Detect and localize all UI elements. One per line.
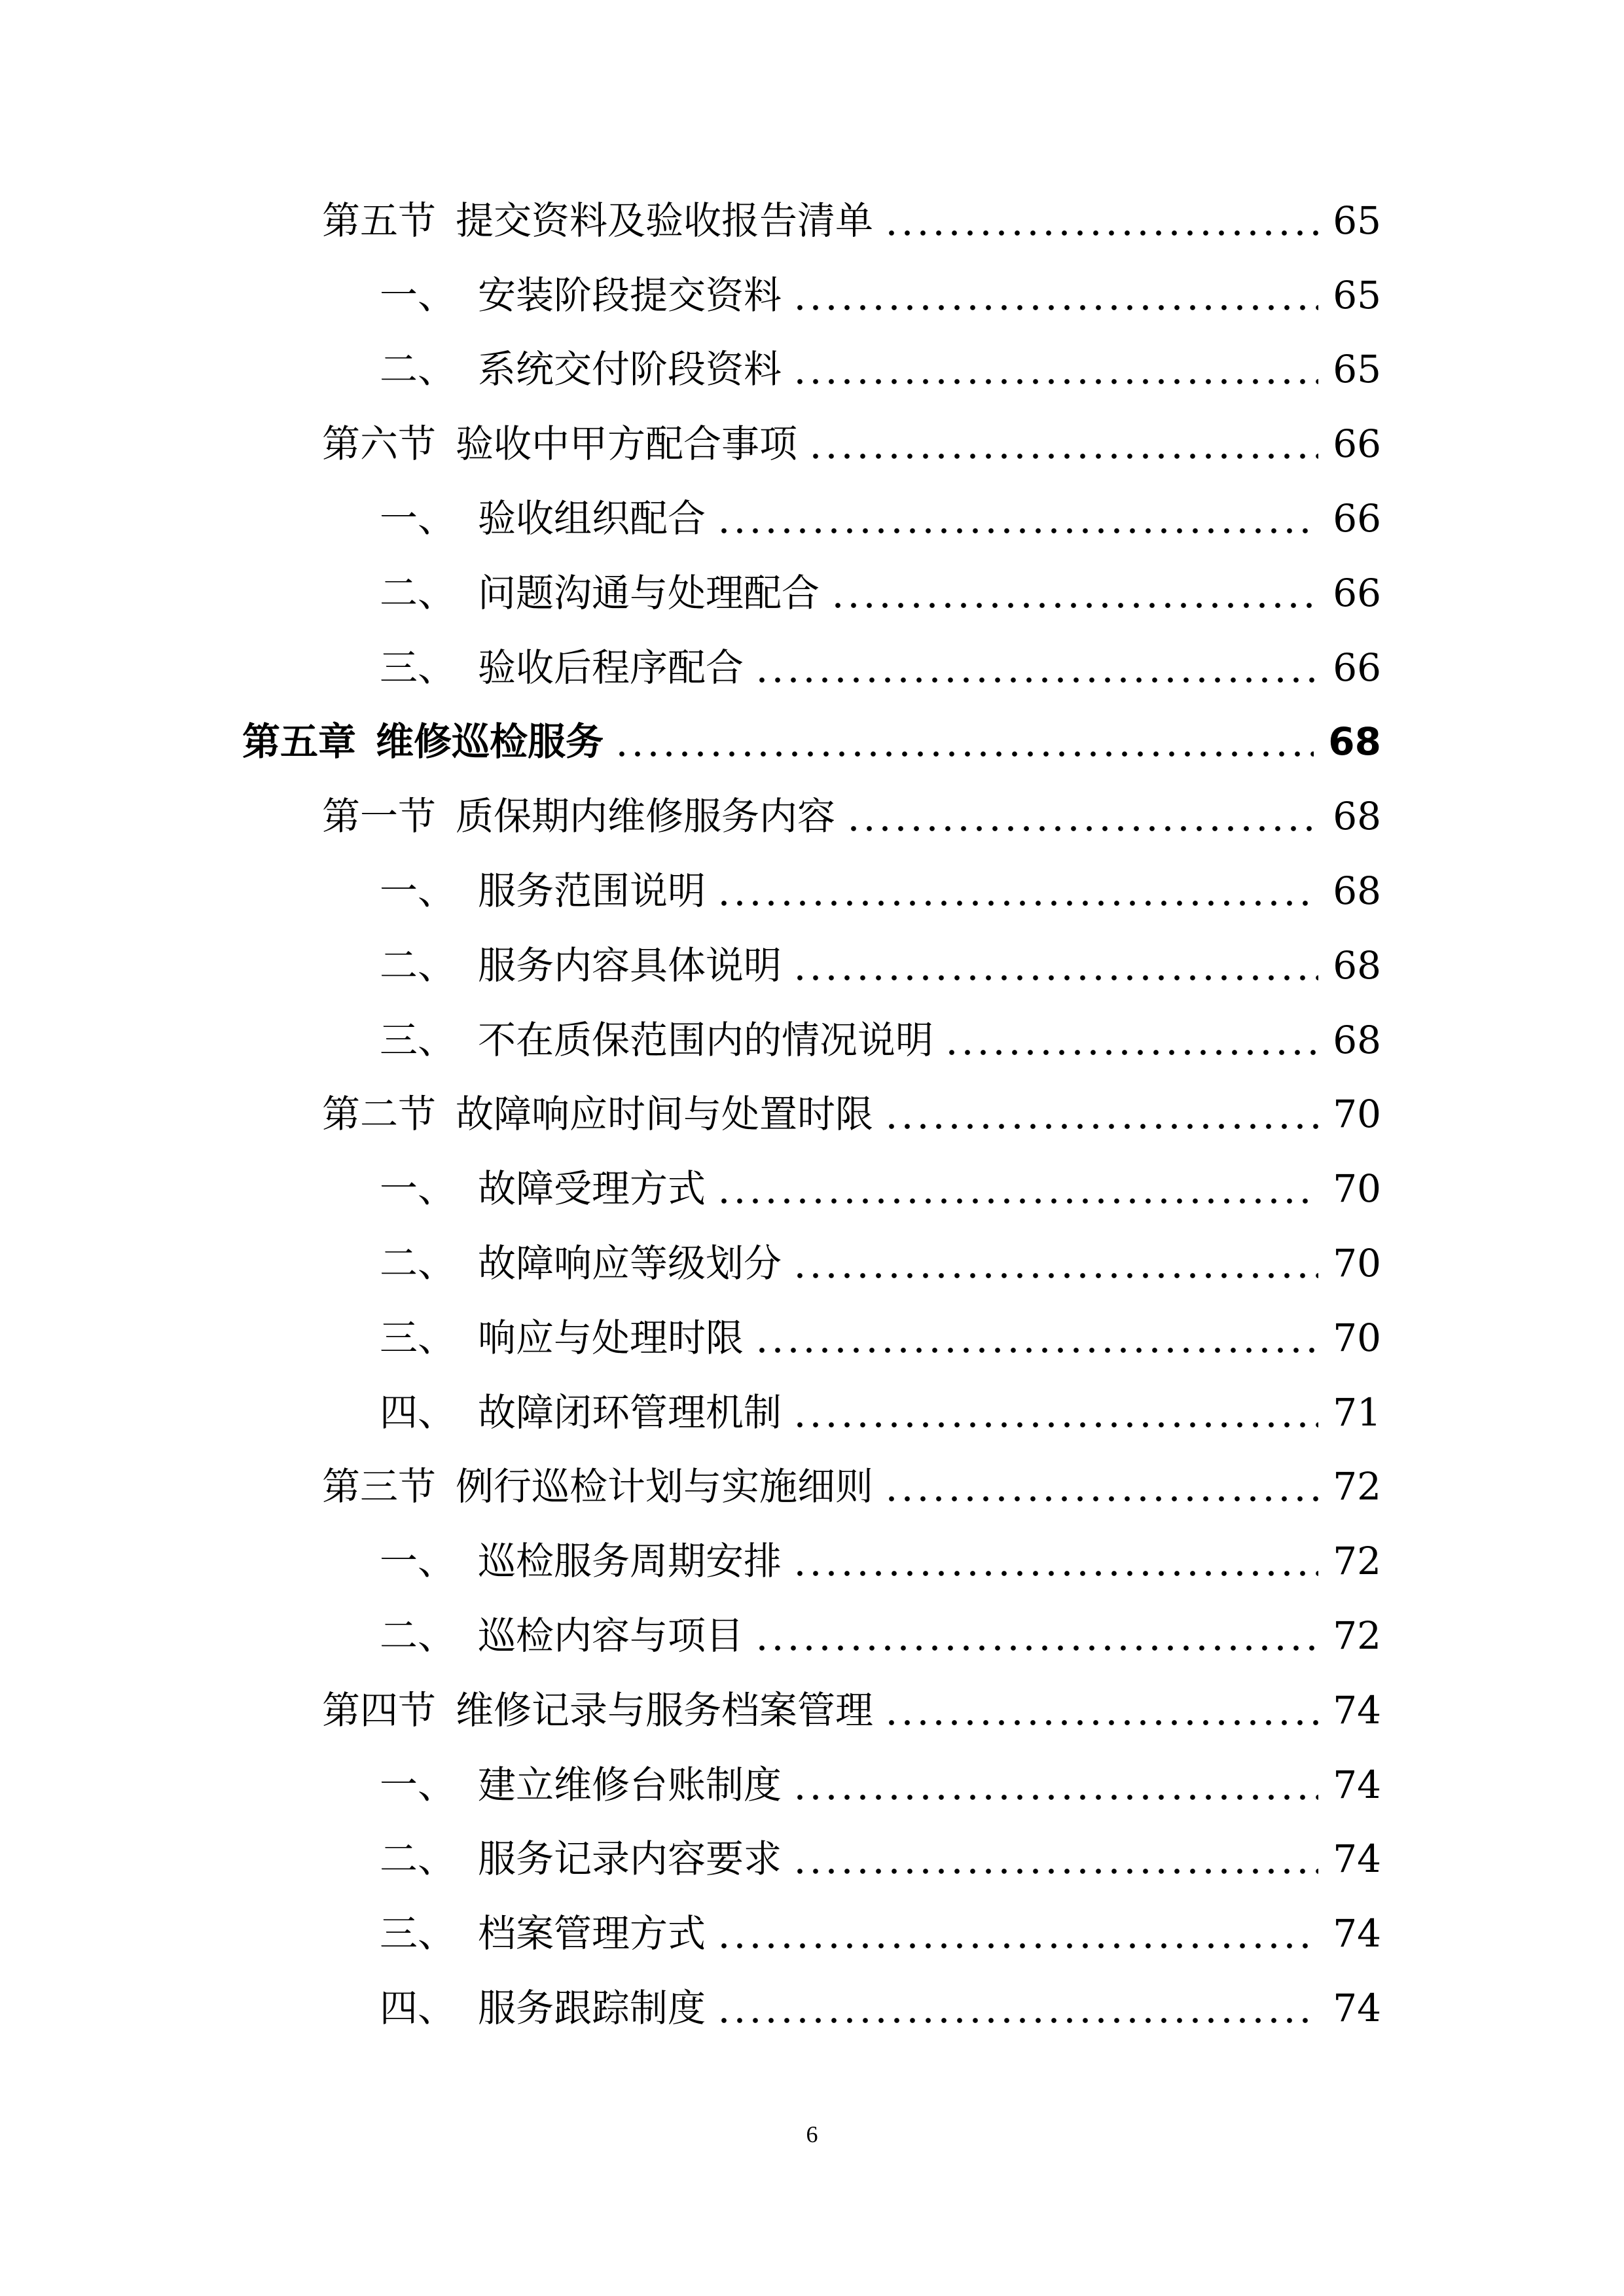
toc-entry-label bbox=[380, 1390, 782, 1435]
toc-entry-label bbox=[380, 942, 782, 988]
toc-entry-section[interactable] bbox=[242, 406, 1381, 481]
toc-entry-label bbox=[380, 1762, 782, 1807]
toc-entry-page: 66 bbox=[1333, 570, 1381, 615]
toc-entry-number: 第五节 bbox=[322, 198, 437, 243]
toc-entry-page: 74 bbox=[1333, 1986, 1381, 2031]
toc-entry-title: 安装阶段提交资料 bbox=[478, 272, 782, 317]
toc-entry-page: 65 bbox=[1333, 272, 1381, 317]
toc-entry-number: 一、 bbox=[380, 496, 456, 541]
dot-leader bbox=[792, 350, 1318, 388]
toc-entry-page: 65 bbox=[1333, 198, 1381, 243]
toc-entry-page: 70 bbox=[1333, 1315, 1381, 1360]
toc-entry-label bbox=[380, 1166, 706, 1211]
toc-entry-page: 74 bbox=[1333, 1687, 1381, 1732]
toc-entry-title: 巡检服务周期安排 bbox=[478, 1539, 782, 1584]
toc-entry-title: 服务记录内容要求 bbox=[478, 1837, 782, 1882]
toc-entry-page: 72 bbox=[1333, 1464, 1381, 1509]
dot-leader bbox=[716, 1914, 1318, 1952]
toc-entry-item[interactable] bbox=[242, 1300, 1381, 1375]
toc-entry-title: 问题沟通与处理配合 bbox=[478, 570, 820, 615]
toc-entry-page: 70 bbox=[1333, 1092, 1381, 1137]
toc-entry-title: 巡检内容与项目 bbox=[478, 1613, 744, 1659]
toc-entry-number: 一、 bbox=[380, 1762, 456, 1807]
toc-entry-label bbox=[380, 1837, 782, 1882]
toc-entry-label bbox=[322, 794, 836, 839]
toc-entry-number: 第六节 bbox=[322, 422, 437, 467]
toc-entry-title: 故障受理方式 bbox=[478, 1166, 706, 1211]
toc-entry-page: 74 bbox=[1333, 1762, 1381, 1807]
dot-leader bbox=[884, 1691, 1318, 1729]
toc-entry-page: 70 bbox=[1333, 1241, 1381, 1286]
toc-entry-label bbox=[380, 272, 782, 317]
toc-entry-label bbox=[380, 1539, 782, 1584]
toc-entry-number: 第四节 bbox=[322, 1687, 437, 1732]
toc-entry-label bbox=[322, 1092, 874, 1137]
toc-entry-page: 70 bbox=[1333, 1166, 1381, 1211]
dot-leader bbox=[792, 1244, 1318, 1282]
toc-entry-item[interactable] bbox=[242, 1896, 1381, 1971]
dot-leader bbox=[792, 276, 1318, 314]
toc-entry-label bbox=[380, 645, 744, 690]
toc-entry-item[interactable] bbox=[242, 1822, 1381, 1897]
toc-entry-item[interactable] bbox=[242, 556, 1381, 630]
toc-entry-page: 72 bbox=[1333, 1539, 1381, 1584]
toc-entry-number: 三、 bbox=[380, 645, 456, 690]
table-of-contents bbox=[242, 183, 1381, 2045]
toc-entry-label bbox=[380, 869, 706, 914]
toc-entry-label bbox=[380, 347, 782, 392]
toc-entry-label bbox=[380, 1613, 744, 1659]
toc-entry-label bbox=[380, 1017, 934, 1062]
toc-entry-title: 维修记录与服务档案管理 bbox=[456, 1687, 874, 1732]
toc-entry-item[interactable] bbox=[242, 1226, 1381, 1300]
dot-leader bbox=[716, 499, 1318, 537]
toc-entry-page: 71 bbox=[1333, 1390, 1381, 1435]
toc-entry-item[interactable] bbox=[242, 332, 1381, 407]
toc-entry-page: 74 bbox=[1333, 1837, 1381, 1882]
toc-entry-label bbox=[380, 1315, 744, 1360]
toc-entry-title: 质保期内维修服务内容 bbox=[456, 794, 836, 839]
toc-entry-title: 例行巡检计划与实施细则 bbox=[456, 1464, 874, 1509]
toc-entry-item[interactable] bbox=[242, 853, 1381, 928]
toc-entry-label bbox=[380, 1986, 706, 2031]
toc-entry-section[interactable] bbox=[242, 1077, 1381, 1152]
toc-entry-title: 档案管理方式 bbox=[478, 1911, 706, 1956]
toc-entry-item[interactable] bbox=[242, 1748, 1381, 1822]
toc-entry-title: 不在质保范围内的情况说明 bbox=[478, 1017, 934, 1062]
toc-entry-section[interactable] bbox=[242, 1673, 1381, 1748]
dot-leader bbox=[716, 1989, 1318, 2027]
toc-entry-item[interactable] bbox=[242, 1971, 1381, 2045]
toc-entry-number: 一、 bbox=[380, 1539, 456, 1584]
toc-entry-page: 68 bbox=[1333, 869, 1381, 914]
dot-leader bbox=[944, 1021, 1318, 1059]
toc-entry-number: 二、 bbox=[380, 347, 456, 392]
dot-leader bbox=[754, 649, 1318, 687]
toc-entry-label bbox=[322, 1464, 874, 1509]
toc-entry-number: 第一节 bbox=[322, 794, 437, 839]
toc-entry-number: 第五章 bbox=[242, 719, 357, 764]
toc-entry-number: 二、 bbox=[380, 1613, 456, 1659]
toc-entry-item[interactable] bbox=[242, 1524, 1381, 1598]
toc-entry-number: 二、 bbox=[380, 1241, 456, 1286]
toc-entry-title: 建立维修台账制度 bbox=[478, 1762, 782, 1807]
dot-leader bbox=[614, 723, 1314, 761]
toc-entry-label bbox=[380, 1911, 706, 1956]
toc-entry-label bbox=[380, 496, 706, 541]
toc-entry-number: 三、 bbox=[380, 1315, 456, 1360]
toc-entry-page: 68 bbox=[1333, 1017, 1381, 1062]
toc-entry-label bbox=[322, 422, 798, 467]
toc-entry-title: 故障响应时间与处置时限 bbox=[456, 1092, 874, 1137]
toc-entry-item[interactable] bbox=[242, 481, 1381, 556]
toc-entry-page: 66 bbox=[1333, 422, 1381, 467]
toc-entry-page: 65 bbox=[1333, 347, 1381, 392]
dot-leader bbox=[884, 202, 1318, 240]
dot-leader bbox=[792, 1766, 1318, 1804]
dot-leader bbox=[716, 872, 1318, 910]
toc-entry-number: 第二节 bbox=[322, 1092, 437, 1137]
toc-entry-label bbox=[380, 1241, 782, 1286]
toc-entry-section[interactable] bbox=[242, 183, 1381, 258]
dot-leader bbox=[884, 1095, 1318, 1133]
toc-entry-item[interactable] bbox=[242, 258, 1381, 332]
toc-entry-title: 系统交付阶段资料 bbox=[478, 347, 782, 392]
dot-leader bbox=[830, 574, 1318, 612]
toc-entry-number: 二、 bbox=[380, 570, 456, 615]
toc-entry-section[interactable] bbox=[242, 1450, 1381, 1524]
toc-entry-page: 74 bbox=[1333, 1911, 1381, 1956]
toc-entry-number: 四、 bbox=[380, 1986, 456, 2031]
toc-entry-title: 提交资料及验收报告清单 bbox=[456, 198, 874, 243]
toc-entry-number: 三、 bbox=[380, 1911, 456, 1956]
dot-leader bbox=[716, 1170, 1318, 1208]
toc-entry-page: 68 bbox=[1333, 942, 1381, 988]
toc-entry-label bbox=[380, 570, 820, 615]
toc-entry-title: 故障闭环管理机制 bbox=[478, 1390, 782, 1435]
dot-leader bbox=[808, 425, 1318, 463]
toc-entry-number: 二、 bbox=[380, 942, 456, 988]
toc-entry-title: 服务范围说明 bbox=[478, 869, 706, 914]
toc-entry-number: 第三节 bbox=[322, 1464, 437, 1509]
toc-entry-title: 验收后程序配合 bbox=[478, 645, 744, 690]
dot-leader bbox=[884, 1467, 1318, 1505]
toc-entry-title: 验收中甲方配合事项 bbox=[456, 422, 798, 467]
toc-entry-number: 一、 bbox=[380, 869, 456, 914]
dot-leader bbox=[792, 1393, 1318, 1431]
toc-entry-item[interactable] bbox=[242, 1003, 1381, 1077]
toc-entry-section[interactable] bbox=[242, 779, 1381, 853]
toc-entry-title: 故障响应等级划分 bbox=[478, 1241, 782, 1286]
toc-entry-number: 四、 bbox=[380, 1390, 456, 1435]
toc-entry-item[interactable] bbox=[242, 1151, 1381, 1226]
toc-entry-page: 72 bbox=[1333, 1613, 1381, 1659]
toc-entry-page: 68 bbox=[1333, 794, 1381, 839]
toc-entry-item[interactable] bbox=[242, 1375, 1381, 1450]
toc-entry-title: 验收组织配合 bbox=[478, 496, 706, 541]
toc-entry-title: 响应与处理时限 bbox=[478, 1315, 744, 1360]
toc-entry-title: 服务跟踪制度 bbox=[478, 1986, 706, 2031]
toc-entry-label bbox=[322, 1687, 874, 1732]
dot-leader bbox=[754, 1319, 1318, 1357]
toc-entry-item[interactable] bbox=[242, 630, 1381, 705]
dot-leader bbox=[792, 1542, 1318, 1580]
toc-entry-number: 三、 bbox=[380, 1017, 456, 1062]
toc-entry-item[interactable] bbox=[242, 1598, 1381, 1673]
toc-entry-title: 维修巡检服务 bbox=[376, 719, 604, 764]
toc-entry-label bbox=[322, 198, 874, 243]
toc-entry-number: 一、 bbox=[380, 1166, 456, 1211]
dot-leader bbox=[846, 797, 1318, 835]
toc-entry-page: 68 bbox=[1328, 719, 1381, 764]
toc-entry-number: 一、 bbox=[380, 272, 456, 317]
toc-entry-number: 二、 bbox=[380, 1837, 456, 1882]
dot-leader bbox=[754, 1617, 1318, 1655]
toc-entry-title: 服务内容具体说明 bbox=[478, 942, 782, 988]
toc-entry-label bbox=[242, 719, 604, 764]
toc-entry-page: 66 bbox=[1333, 496, 1381, 541]
dot-leader bbox=[792, 946, 1318, 984]
dot-leader bbox=[792, 1840, 1318, 1878]
toc-entry-chapter[interactable] bbox=[242, 705, 1381, 780]
toc-entry-page: 66 bbox=[1333, 645, 1381, 690]
toc-entry-item[interactable] bbox=[242, 928, 1381, 1003]
page-number: 6 bbox=[806, 2121, 818, 2147]
